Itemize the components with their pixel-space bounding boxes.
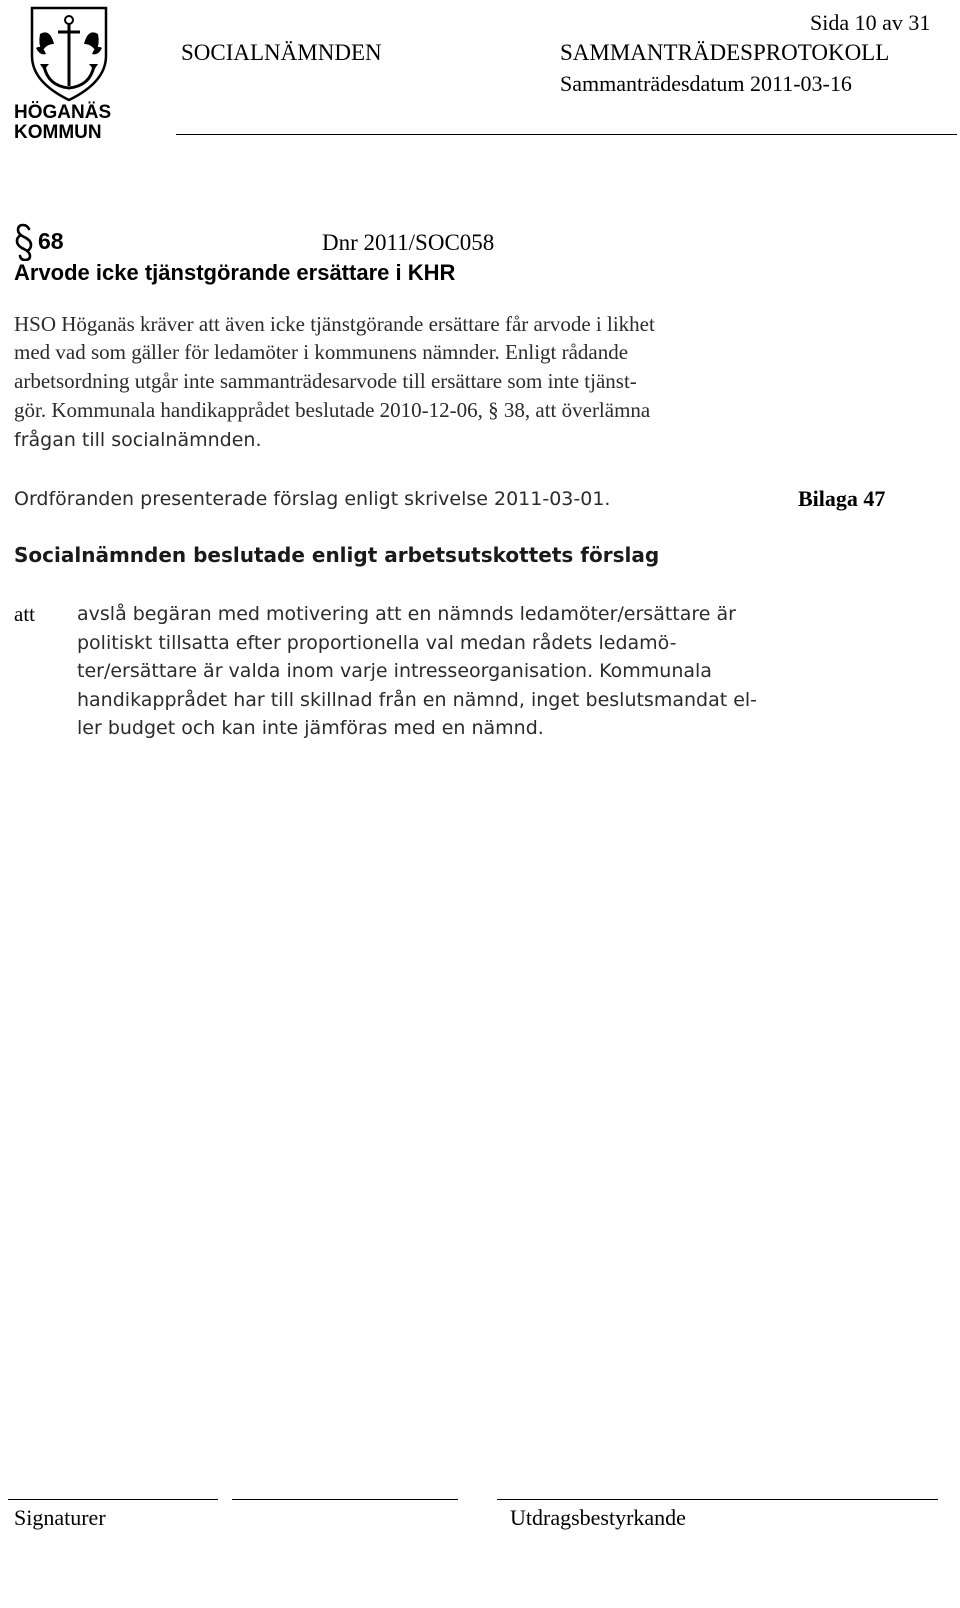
decision-line: ler budget och kan inte jämföras med en nämnd. <box>77 717 544 739</box>
decision-line: ter/ersättare är valda inom varje intresseorganisation. Kommunala <box>77 660 712 682</box>
protocol-title: SAMMANTRÄDESPROTOKOLL <box>560 40 890 65</box>
body-line: med vad som gäller för ledamöter i kommunens nämnder. Enligt rådande <box>14 340 629 364</box>
body-line: gör. Kommunala handikapprådet beslutade 2010-12-06, § 38, att överlämna <box>14 398 651 422</box>
department-name: SOCIALNÄMNDEN <box>181 40 382 65</box>
signatures-label: Signaturer <box>14 1505 106 1530</box>
decision-line: handikapprådet har till skillnad från en nämnd, inget beslutsmandat el- <box>77 689 758 711</box>
certification-label: Utdragsbestyrkande <box>510 1505 686 1530</box>
logo-text-line-2: KOMMUN <box>14 122 102 140</box>
section-number: 68 <box>38 228 64 254</box>
decision-line: politiskt tillsatta efter proportionella val medan rådets ledamö- <box>77 632 677 654</box>
hoganas-kommun-logo <box>14 4 124 140</box>
decision-heading: Socialnämnden beslutade enligt arbetsutskottets förslag <box>14 543 660 567</box>
section-sign-icon <box>14 223 36 261</box>
case-number: Dnr 2011/SOC058 <box>322 230 495 255</box>
signature-line <box>232 1499 458 1500</box>
decision-line: avslå begäran med motivering att en nämnds ledamöter/ersättare är <box>77 603 736 625</box>
page-number: Sida 10 av 31 <box>810 10 931 35</box>
decision-att-label: att <box>14 602 35 626</box>
presentation-text: Ordföranden presenterade förslag enligt skrivelse 2011-03-01. <box>14 488 611 510</box>
certification-line <box>497 1499 938 1500</box>
logo-text-line-1: HÖGANÄS <box>14 102 112 123</box>
body-line: arbetsordning utgår inte sammanträdesarvode till ersättare som inte tjänst- <box>14 369 637 393</box>
signature-line <box>8 1499 218 1500</box>
body-line: frågan till socialnämnden. <box>14 429 262 451</box>
meeting-date: Sammanträdesdatum 2011-03-16 <box>560 71 852 96</box>
header-divider <box>176 134 957 135</box>
section-title: Arvode icke tjänstgörande ersättare i KHR <box>14 260 456 285</box>
attachment-reference: Bilaga 47 <box>798 486 886 511</box>
body-line: HSO Höganäs kräver att även icke tjänstgörande ersättare får arvode i likhet <box>14 312 655 336</box>
